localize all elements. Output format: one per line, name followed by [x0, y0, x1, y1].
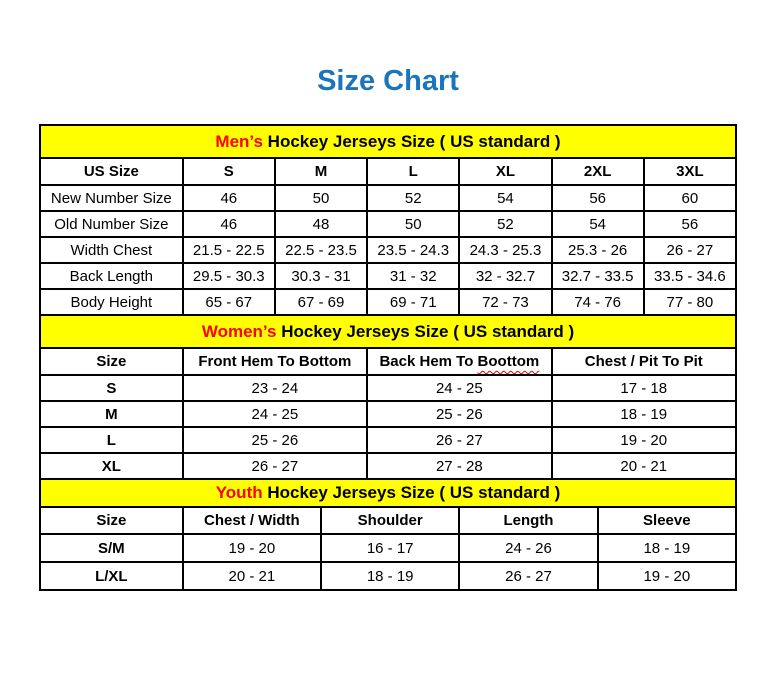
mens-header-row [40, 158, 736, 185]
cell: 32.7 - 33.5 [552, 263, 644, 289]
cell: 56 [644, 211, 736, 237]
misspelled-word: Boottom [477, 353, 540, 370]
womens-banner [40, 315, 736, 348]
row-label: M [40, 401, 183, 427]
column-header: Shoulder [321, 507, 459, 534]
cell: 24.3 - 25.3 [459, 237, 551, 263]
column-header: 3XL [644, 158, 736, 185]
row-label: New Number Size [40, 185, 183, 211]
cell: 17 - 18 [552, 375, 736, 401]
column-header: Size [40, 507, 183, 534]
womens-header-row [40, 348, 736, 375]
row-label: Old Number Size [40, 211, 183, 237]
column-header: Sleeve [598, 507, 736, 534]
cell: 25.3 - 26 [552, 237, 644, 263]
cell: 56 [552, 185, 644, 211]
cell: 20 - 21 [552, 453, 736, 479]
mens-size-table [39, 124, 737, 316]
cell: 33.5 - 34.6 [644, 263, 736, 289]
table-row [40, 427, 736, 453]
womens-banner-row [40, 315, 736, 348]
cell: 52 [367, 185, 459, 211]
column-header: Length [459, 507, 597, 534]
banner-highlight: Men’s [215, 131, 263, 151]
mens-banner [40, 125, 736, 158]
cell: 74 - 76 [552, 289, 644, 315]
banner-highlight: Youth [215, 483, 263, 502]
youth-banner [40, 479, 736, 507]
cell: 18 - 19 [321, 562, 459, 590]
column-header: M [275, 158, 367, 185]
row-label: S/M [40, 534, 183, 562]
cell: 60 [644, 185, 736, 211]
column-header: Chest / Pit To Pit [552, 348, 736, 375]
cell: 24 - 25 [183, 401, 367, 427]
cell: 19 - 20 [552, 427, 736, 453]
banner-text: Hockey Jerseys Size ( US standard ) [276, 321, 575, 341]
cell: 18 - 19 [552, 401, 736, 427]
column-header: L [367, 158, 459, 185]
cell: 21.5 - 22.5 [183, 237, 275, 263]
cell: 54 [459, 185, 551, 211]
youth-header-row [40, 507, 736, 534]
mens-banner-row [40, 125, 736, 158]
row-label: L/XL [40, 562, 183, 590]
cell: 46 [183, 185, 275, 211]
table-row [40, 401, 736, 427]
cell: 23 - 24 [183, 375, 367, 401]
cell: 26 - 27 [459, 562, 597, 590]
row-label: Body Height [40, 289, 183, 315]
cell: 25 - 26 [367, 401, 551, 427]
cell: 19 - 20 [598, 562, 736, 590]
table-row [40, 453, 736, 479]
cell: 24 - 26 [459, 534, 597, 562]
column-header: Size [40, 348, 183, 375]
cell: 26 - 27 [644, 237, 736, 263]
row-label: Back Length [40, 263, 183, 289]
column-header: XL [459, 158, 551, 185]
column-header: Chest / Width [183, 507, 321, 534]
cell: 23.5 - 24.3 [367, 237, 459, 263]
cell: 67 - 69 [275, 289, 367, 315]
banner-text: Hockey Jerseys Size ( US standard ) [262, 483, 561, 502]
cell: 19 - 20 [183, 534, 321, 562]
column-header: US Size [40, 158, 183, 185]
cell: 27 - 28 [367, 453, 551, 479]
cell: 18 - 19 [598, 534, 736, 562]
cell: 46 [183, 211, 275, 237]
youth-banner-row [40, 479, 736, 507]
cell: 26 - 27 [367, 427, 551, 453]
column-header: Front Hem To Bottom [183, 348, 367, 375]
cell: 22.5 - 23.5 [275, 237, 367, 263]
cell: 29.5 - 30.3 [183, 263, 275, 289]
column-header: 2XL [552, 158, 644, 185]
youth-size-table [39, 478, 737, 591]
table-row [40, 375, 736, 401]
table-row [40, 237, 736, 263]
column-header: Back Hem To Boottom [367, 348, 551, 375]
cell: 72 - 73 [459, 289, 551, 315]
cell: 30.3 - 31 [275, 263, 367, 289]
table-row [40, 534, 736, 562]
cell: 20 - 21 [183, 562, 321, 590]
table-row [40, 211, 736, 237]
row-label: S [40, 375, 183, 401]
table-row [40, 185, 736, 211]
cell: 25 - 26 [183, 427, 367, 453]
womens-size-table [39, 314, 737, 480]
row-label: XL [40, 453, 183, 479]
row-label: Width Chest [40, 237, 183, 263]
cell: 77 - 80 [644, 289, 736, 315]
row-label: L [40, 427, 183, 453]
column-header: S [183, 158, 275, 185]
table-row [40, 289, 736, 315]
cell: 24 - 25 [367, 375, 551, 401]
size-chart-tables [39, 124, 737, 591]
cell: 26 - 27 [183, 453, 367, 479]
table-row [40, 562, 736, 590]
table-row [40, 263, 736, 289]
cell: 54 [552, 211, 644, 237]
page-title: Size Chart [317, 65, 459, 97]
cell: 69 - 71 [367, 289, 459, 315]
banner-highlight: Women’s [201, 321, 277, 341]
cell: 31 - 32 [367, 263, 459, 289]
cell: 50 [367, 211, 459, 237]
cell: 48 [275, 211, 367, 237]
cell: 16 - 17 [321, 534, 459, 562]
cell: 32 - 32.7 [459, 263, 551, 289]
cell: 50 [275, 185, 367, 211]
cell: 65 - 67 [183, 289, 275, 315]
banner-text: Hockey Jerseys Size ( US standard ) [262, 131, 561, 151]
cell: 52 [459, 211, 551, 237]
